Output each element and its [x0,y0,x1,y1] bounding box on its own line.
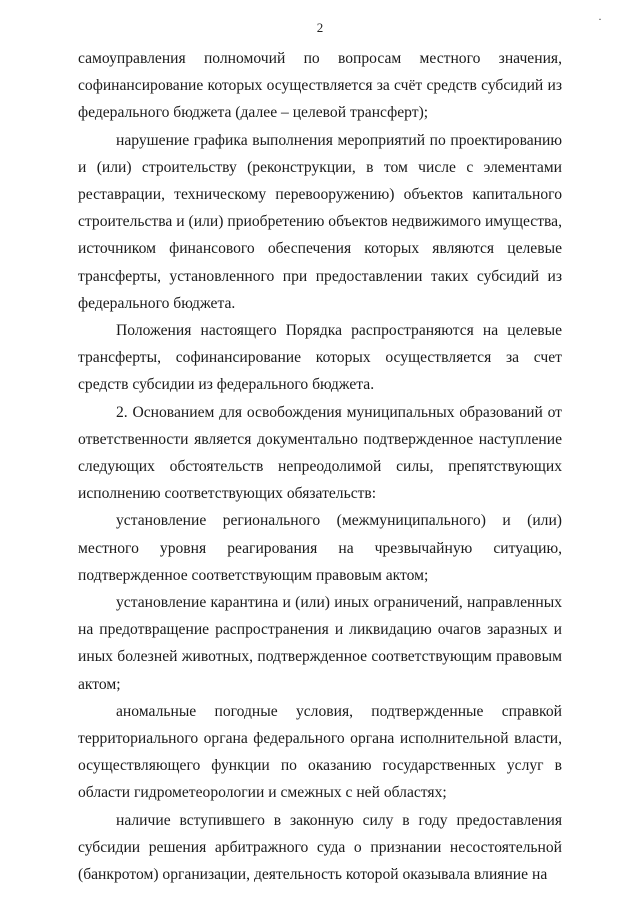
paragraph-weather: аномальные погодные условия, подтвержденные справкой территориального органа федерального органа исполнительной власти, осуществляющего функции по оказанию государственных услуг в области гидрометеорологии и смежных с ней областях; [78,702,562,802]
document-body [78,45,562,888]
page-number: 2 [316,20,324,35]
corner-mark: · [598,12,602,26]
paragraph-bankruptcy: наличие вступившего в законную силу в году предоставления субсидии решения арбитражного суда о признании несостоятельной (банкротом) организации, деятельность которой оказывала влияние на [78,811,562,884]
paragraph-section-2: 2. Основанием для освобождения муниципальных образований от ответственности является документально подтвержденное наступление следующих обстоятельств непреодолимой силы, препятствующих исполнению соответствующих обязательств: [78,403,562,503]
paragraph-schedule-violation: нарушение графика выполнения мероприятий по проектированию и (или) строительству (реконструкции, в том числе с элементами реставрации, техническому перевооружению) объектов капитального строительства и (или) приобретению объектов недвижимого имущества, источником финансового обеспечения которых являются целевые трансферты, установленного при предоставлении таких субсидий из федерального бюджета. [78,131,562,312]
paragraph-1-continuation: самоуправления полномочий по вопросам местного значения, софинансирование которых осуществляется за счёт средств субсидий из федерального бюджета (далее – целевой трансферт); [78,50,562,122]
paragraph-quarantine: установление карантина и (или) иных ограничений, направленных на предотвращение распространения и ликвидацию очагов заразных и иных болезней животных, подтвержденное соответствующим правовым актом; [78,594,562,693]
paragraph-scope: Положения настоящего Порядка распространяются на целевые трансферты, софинансирование которых осуществляется за счет средств субсидии из федерального бюджета. [78,322,562,394]
paragraph-emergency: установление регионального (межмуниципального) и (или) местного уровня реагирования на чрезвычайную ситуацию, подтвержденное соответствующим правовым актом; [78,512,562,584]
